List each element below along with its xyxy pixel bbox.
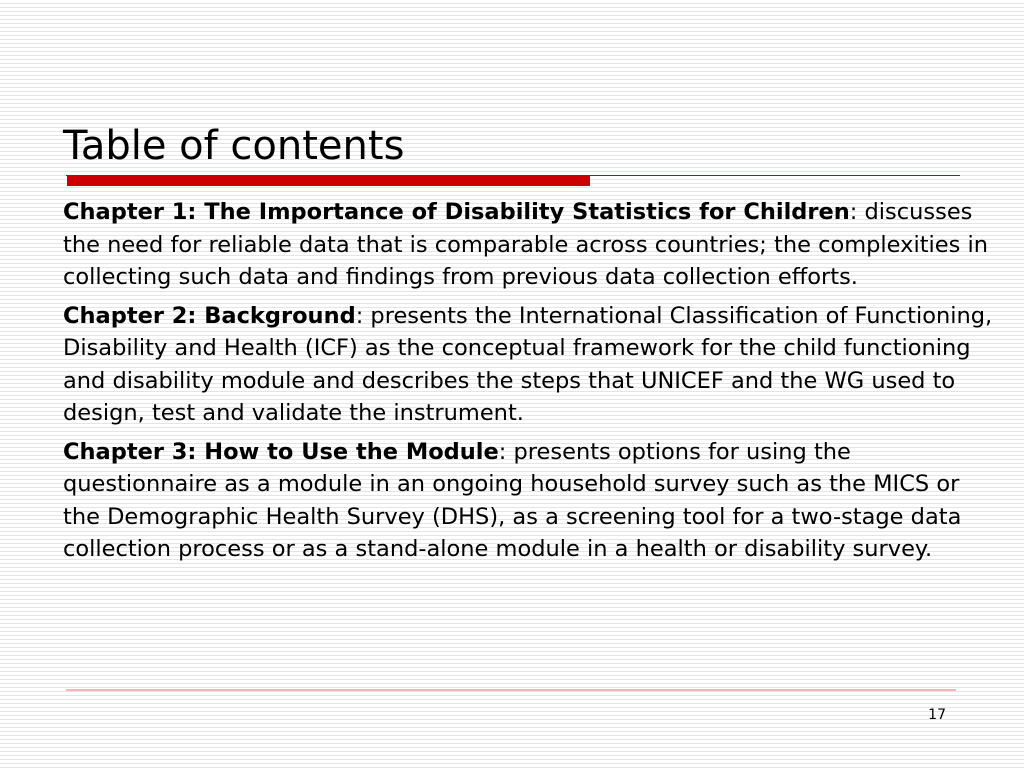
chapter-3-description: : presents options for using the questionnaire as a module in an ongoing household survey such as the MICS or the Demographic Health Survey (DHS), as a screening tool for a two-stage data collection process or as a stand-alone module in a health or disability survey. [63,438,962,562]
chapter-2-heading: Chapter 2: Background [63,302,356,329]
chapter-1-heading: Chapter 1: The Importance of Disability Statistics for Children [63,199,850,225]
chapter-1-description: : discusses the need for reliable data that is comparable across countries; the complexities in collecting such data and findings from previous data collection efforts. [63,199,988,290]
chapter-3-heading: Chapter 3: How to Use the Module [63,438,499,465]
page-number: 17 [928,707,946,723]
chapter-1 [63,196,993,294]
footer-divider [66,689,956,691]
chapter-3 [63,436,993,566]
chapter-2-description: : presents the International Classification of Functioning, Disability and Health (ICF) as the conceptual framework for the child functioning and disability module and describes the steps that UNICEF and the WG used to design, test and validate the instrument. [63,302,993,426]
chapter-2 [63,300,993,430]
slide-title: Table of contents [63,123,405,169]
chapter-list [63,196,993,572]
title-underline-thick [67,175,590,186]
